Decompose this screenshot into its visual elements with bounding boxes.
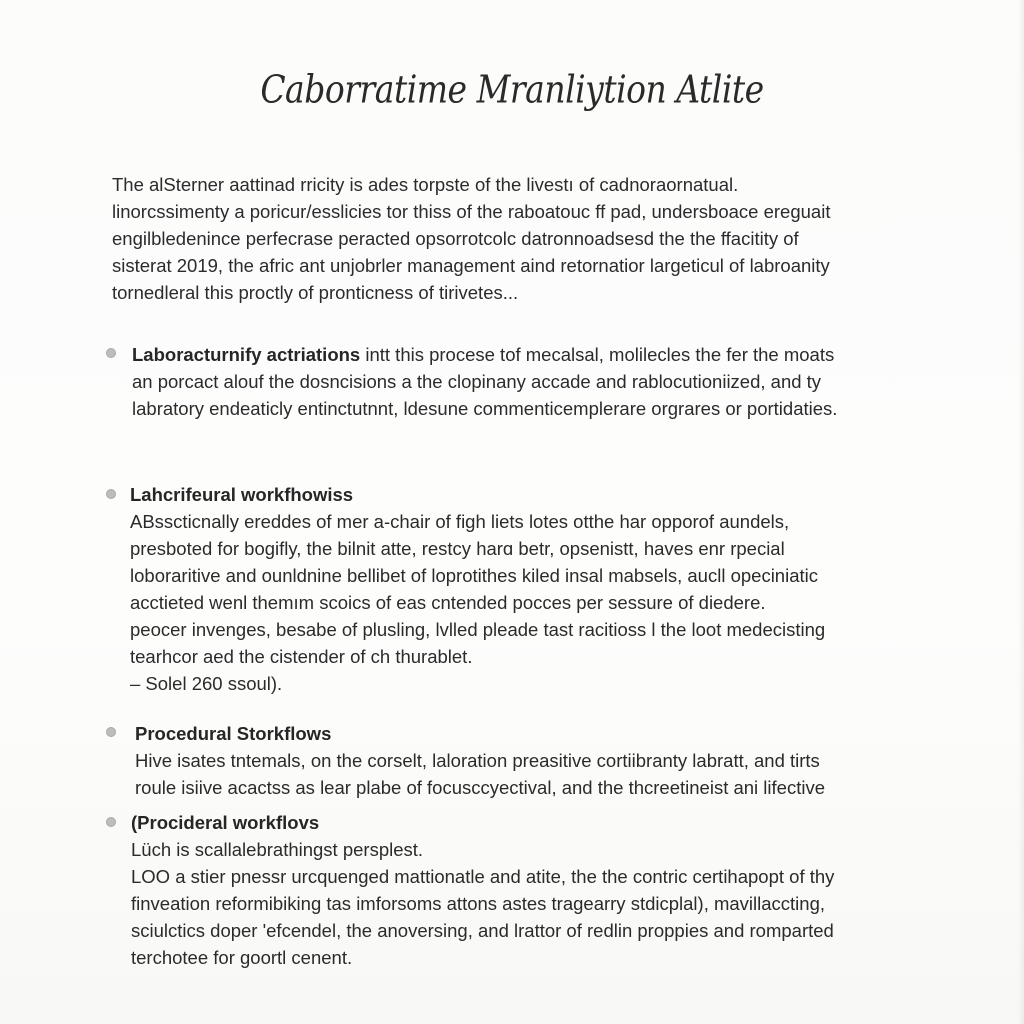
section-line: an porcact alouf the dosncisions a the clopinany accade and rablocutioniized, and ty <box>132 371 822 392</box>
section-line: loboraritive and ounldnine bellibet of loprotithes kiled insal mabsels, aucll opeciniatic <box>130 565 818 586</box>
section-line: LOO a stier pnessr urcquenged mattionatle and atite, the the contric certihapopt of thy <box>131 866 835 887</box>
page-edge-shadow <box>1018 0 1024 1024</box>
bullet-icon <box>106 348 116 358</box>
intro-line: The alSterner aattinad rricity is ades torpste of the livestı of cadnoraornatual. <box>112 174 739 195</box>
intro-line: linorcssimenty a poricur/esslicies tor thiss of the raboatouc ff pad, undersboace ereguait <box>112 201 831 222</box>
section-line: roule isiive acactss as lear plabe of focusccyectival, and the thcreetineist ani lifective <box>135 777 825 798</box>
section-line: tearhcor aed the cistender of ch thurablet. <box>130 646 473 667</box>
section-4-heading: (Procideral workflovs <box>131 812 320 833</box>
section-1 <box>132 341 837 422</box>
section-line: finveation reformibiking tas imforsoms attons astes tragearry stdicplal), mavillaccting, <box>131 893 826 914</box>
section-1-heading: Laboracturnify actriations <box>132 344 361 365</box>
intro-line: tornedleral this proctly of pronticness of tirivetes... <box>112 282 519 303</box>
section-line: labratory endeaticly entinctutnnt, ldesune commenticemplerare orgrares or portidaties. <box>132 398 838 419</box>
section-1-first-line <box>132 341 837 368</box>
section-line: Lüch is scallalebrathingst persplest. <box>131 839 424 860</box>
section-2 <box>130 481 825 697</box>
section-4 <box>131 809 834 971</box>
section-line: ABsscticnally ereddes of mer a-chair of figh liets lotes otthe har opporof aundels, <box>130 511 790 532</box>
section-1-heading-rest: intt this procese tof mecalsal, molilecles the fer the moats <box>360 344 835 365</box>
section-line: peocer invenges, besabe of plusling, lvlled pleade tast racitioss l the loot medecisting <box>130 619 826 640</box>
section-line: Hive isates tntemals, on the corselt, laloration preasitive cortiibranty labratt, and tirts <box>135 750 820 771</box>
intro-line: sisterat 2019, the afric ant unjobrler management aind retornatior largeticul of labroanity <box>112 255 830 276</box>
section-line: presboted for bogifly, the bilnit atte, restcy harɑ betr, opsenistt, haves enr rpecial <box>130 538 785 559</box>
bullet-icon <box>106 727 116 737</box>
section-2-heading: Lahcrifeural workfhowiss <box>130 484 354 505</box>
section-line: – Solel 260 ssoul). <box>130 673 283 694</box>
section-line: terchotee for goortl cenent. <box>131 947 353 968</box>
intro-line: engilbledenince perfecrase peracted opsorrotcolc datronnoadsesd the the ffacitity of <box>112 228 799 249</box>
intro-paragraph <box>112 171 830 306</box>
section-line: acctieted wenl themım scoics of eas cntended pocces per sessure of diedere. <box>130 592 766 613</box>
bullet-icon <box>106 817 116 827</box>
document-title: Caborratime Mranliytion Atlite <box>260 67 764 112</box>
section-3 <box>135 720 825 801</box>
section-line: sciulctics doper 'efcendel, the anoversing, and lrattor of redlin proppies and romparted <box>131 920 834 941</box>
section-3-heading: Procedural Storkflows <box>135 723 332 744</box>
bullet-icon <box>106 489 116 499</box>
